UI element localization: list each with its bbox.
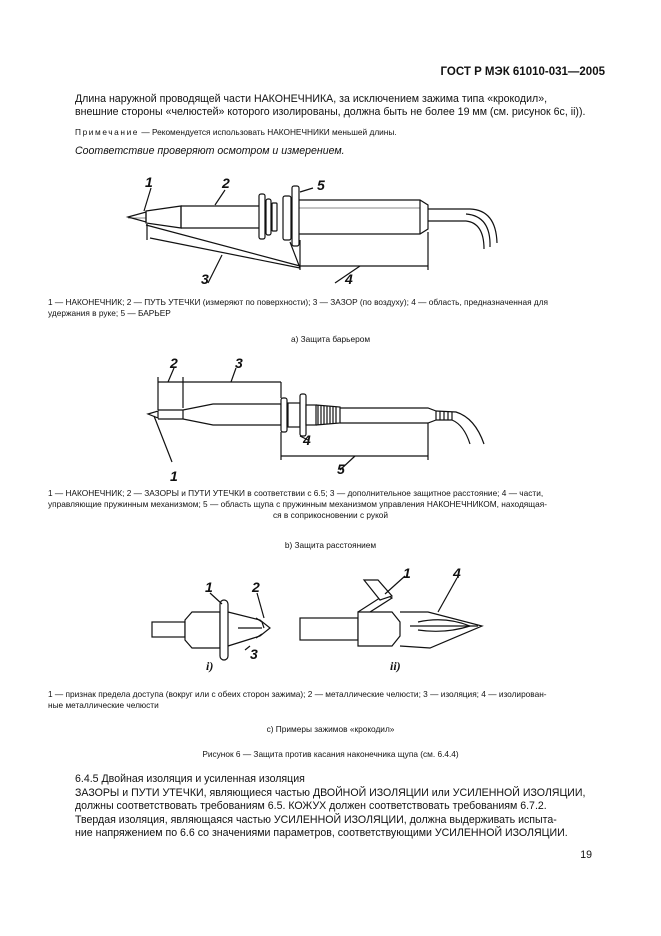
figure-a-labels: [145, 174, 353, 287]
figure-b-legend-line-2: управляющие пружинным механизмом; 5 — область щупа с пружинным механизмом управления НАКОНЕЧНИКОМ, находящая-: [48, 499, 547, 509]
intro-line-1: Длина наружной проводящей части НАКОНЕЧНИКА, за исключением зажима типа «крокодил»,: [75, 93, 548, 105]
figure-c-clip-ii-drawing: [300, 576, 482, 648]
figure-b-label-2: 2: [170, 355, 178, 371]
figure-b-legend-line-3: ся в соприкосновении с рукой: [272, 510, 389, 520]
figure-b-label-1: 1: [170, 468, 178, 484]
intro-line-2: внешние стороны «челюстей» которого изолированы, должна быть не более 19 мм (см. рисунок 6с, ii)).: [75, 106, 586, 118]
figure-c-legend-line-2: ные металлические челюсти: [48, 700, 159, 710]
figure-c-sublabel-ii: ii): [390, 659, 401, 673]
figure-a-label-5: 5: [317, 177, 325, 193]
figure-title: Рисунок 6 — Защита против касания наконечника щупа (см. 6.4.4): [202, 749, 459, 759]
figure-a-label-4: 4: [345, 271, 353, 287]
figure-b-legend-line-1: 1 — НАКОНЕЧНИК; 2 — ЗАЗОРЫ и ПУТИ УТЕЧКИ в соответствии с 6.5; 3 — дополнительное защитное расстояние; 4 — части,: [48, 488, 544, 498]
page-number: 19: [580, 849, 592, 861]
figure-b-label-5: 5: [337, 461, 345, 477]
section-p1-line-2: должны соответствовать требованиям 6.5. КОЖУХ должен соответствовать требованиям 6.7.2.: [75, 800, 547, 812]
figure-c-caption: с) Примеры зажимов «крокодил»: [266, 724, 395, 734]
figure-a-probe-drawing: [128, 186, 497, 283]
section-p2-line-1: Твердая изоляция, являющаяся частью УСИЛЕННОЙ ИЗОЛЯЦИИ, должна выдерживать испыта-: [75, 814, 557, 826]
figure-a-legend-line-1: 1 — НАКОНЕЧНИК; 2 — ПУТЬ УТЕЧКИ (измеряют по поверхности); 3 — ЗАЗОР (по воздуху); 4 — область, предназначенная для: [48, 297, 549, 307]
figure-c-label-1: 1: [205, 579, 213, 595]
figure-b-label-4: 4: [303, 432, 311, 448]
figure-c-label-1b: 1: [403, 565, 411, 581]
figure-b-label-3: 3: [235, 355, 243, 371]
section-heading: 6.4.5 Двойная изоляция и усиленная изоляция: [75, 773, 305, 785]
figure-b-probe-drawing: [148, 368, 484, 470]
figure-c-legend-line-1: 1 — признак предела доступа (вокруг или с обеих сторон зажима); 2 — металлические челюсти; 3 — изоляция; 4 — изолирован-: [48, 689, 547, 699]
figure-b-caption: b) Защита расстоянием: [284, 540, 377, 550]
figure-a-legend-line-2: удержания в руке; 5 — БАРЬЕР: [48, 308, 171, 318]
note-text: — Рекомендуется использовать НАКОНЕЧНИКИ меньшей длины.: [139, 127, 397, 137]
compliance-text: Соответствие проверяют осмотром и измерением.: [75, 145, 345, 157]
section-p2-line-2: ние напряжением по 6.6 со значениями параметров, соответствующими УСИЛЕННОЙ ИЗОЛЯЦИИ.: [75, 827, 568, 839]
figure-a-caption: а) Защита барьером: [290, 334, 371, 344]
figure-c-sublabel-i: i): [206, 659, 214, 673]
section-p1-line-1: ЗАЗОРЫ и ПУТИ УТЕЧКИ, являющиеся частью ДВОЙНОЙ ИЗОЛЯЦИИ или УСИЛЕННОЙ ИЗОЛЯЦИИ,: [75, 787, 586, 799]
figure-a-label-1: 1: [145, 174, 153, 190]
document-header: ГОСТ Р МЭК 61010-031—2005: [440, 66, 605, 78]
note-label: Примечание: [75, 127, 140, 137]
figure-c-label-2: 2: [252, 579, 260, 595]
figure-a-label-3: 3: [201, 271, 209, 287]
figure-c-label-3: 3: [250, 646, 258, 662]
figure-c-label-4: 4: [453, 565, 461, 581]
figure-a-label-2: 2: [222, 175, 230, 191]
